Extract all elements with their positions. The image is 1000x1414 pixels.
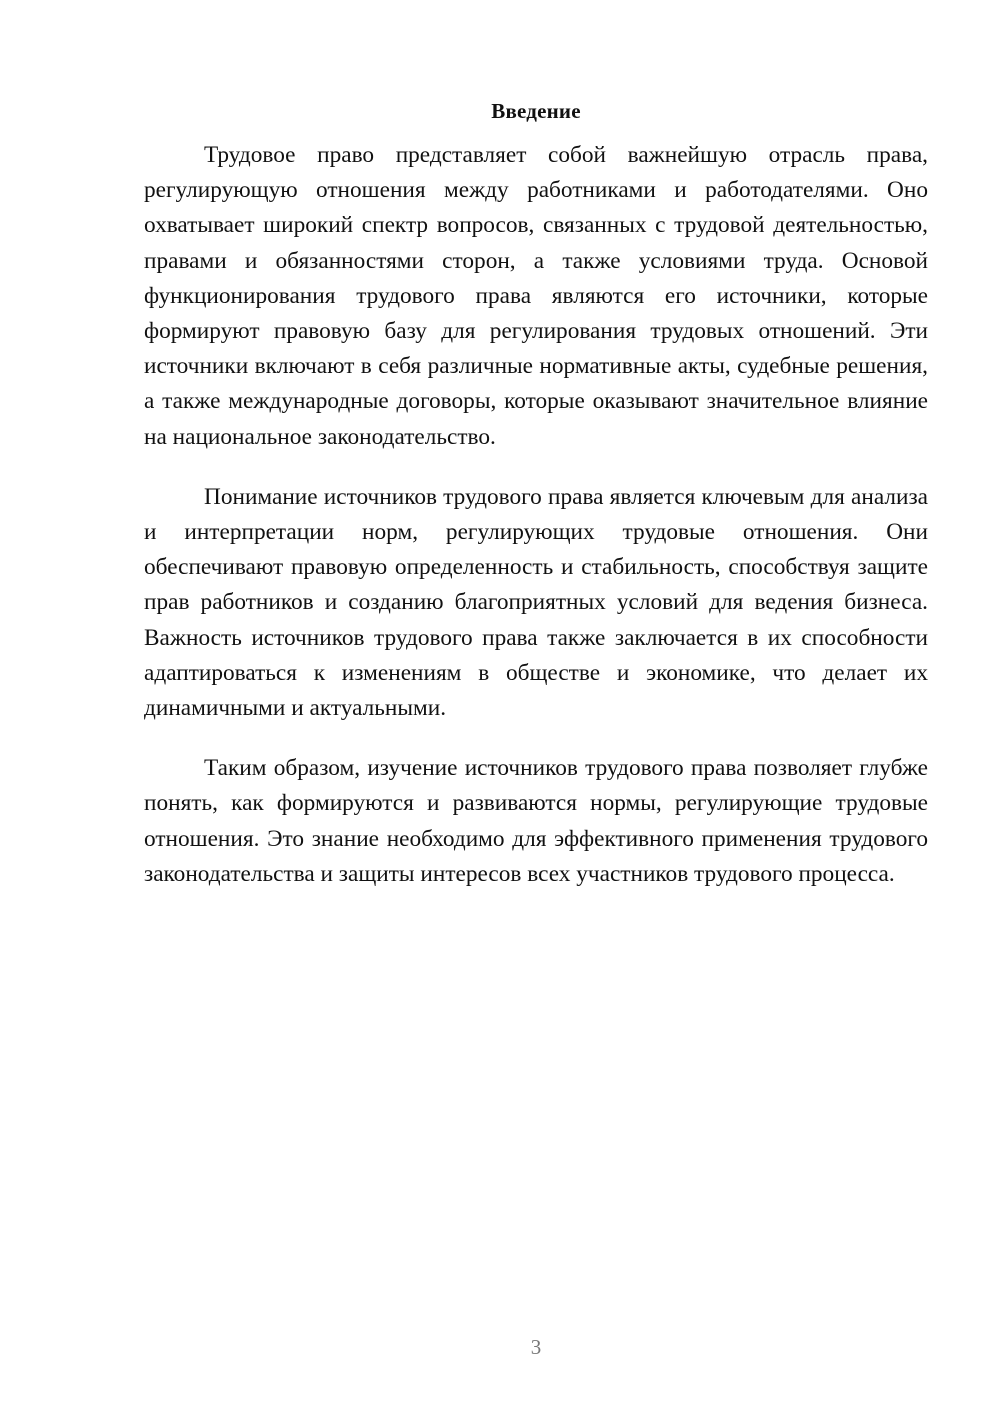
page-content [144,96,928,917]
paragraph-2: Понимание источников трудового права является ключевым для анализа и интерпретации норм, регулирующих трудовые отношения. Они обеспечивают правовую определенность и стабильность, способствуя защите прав работников и созданию благоприятных условий для ведения бизнеса. Важность источников трудового права также заключается в их способности адаптироваться к изменениям в обществе и экономике, что делает их динамичными и актуальными. [144,483,928,722]
paragraph-3: Таким образом, изучение источников трудового права позволяет глубже понять, как формируются и развиваются нормы, регулирующие трудовые отношения. Это знание необходимо для эффективного применения трудового законодательства и защиты интересов всех участников трудового процесса. [144,755,928,887]
page-number: 3 [530,1335,542,1359]
section-heading: Введение [491,99,581,123]
paragraph-1: Трудовое право представляет собой важнейшую отрасль права, регулирующую отношения между работниками и работодателями. Оно охватывает широкий спектр вопросов, связанных с трудовой деятельностью, правами и обязанностями сторон, а также условиями труда. Основой функционирования трудового права являются его источники, которые формируют правовую базу для регулирования трудовых отношений. Эти источники включают в себя различные нормативные акты, судебные решения, а также международные договоры, которые оказывают значительное влияние на национальное законодательство. [144,142,928,450]
